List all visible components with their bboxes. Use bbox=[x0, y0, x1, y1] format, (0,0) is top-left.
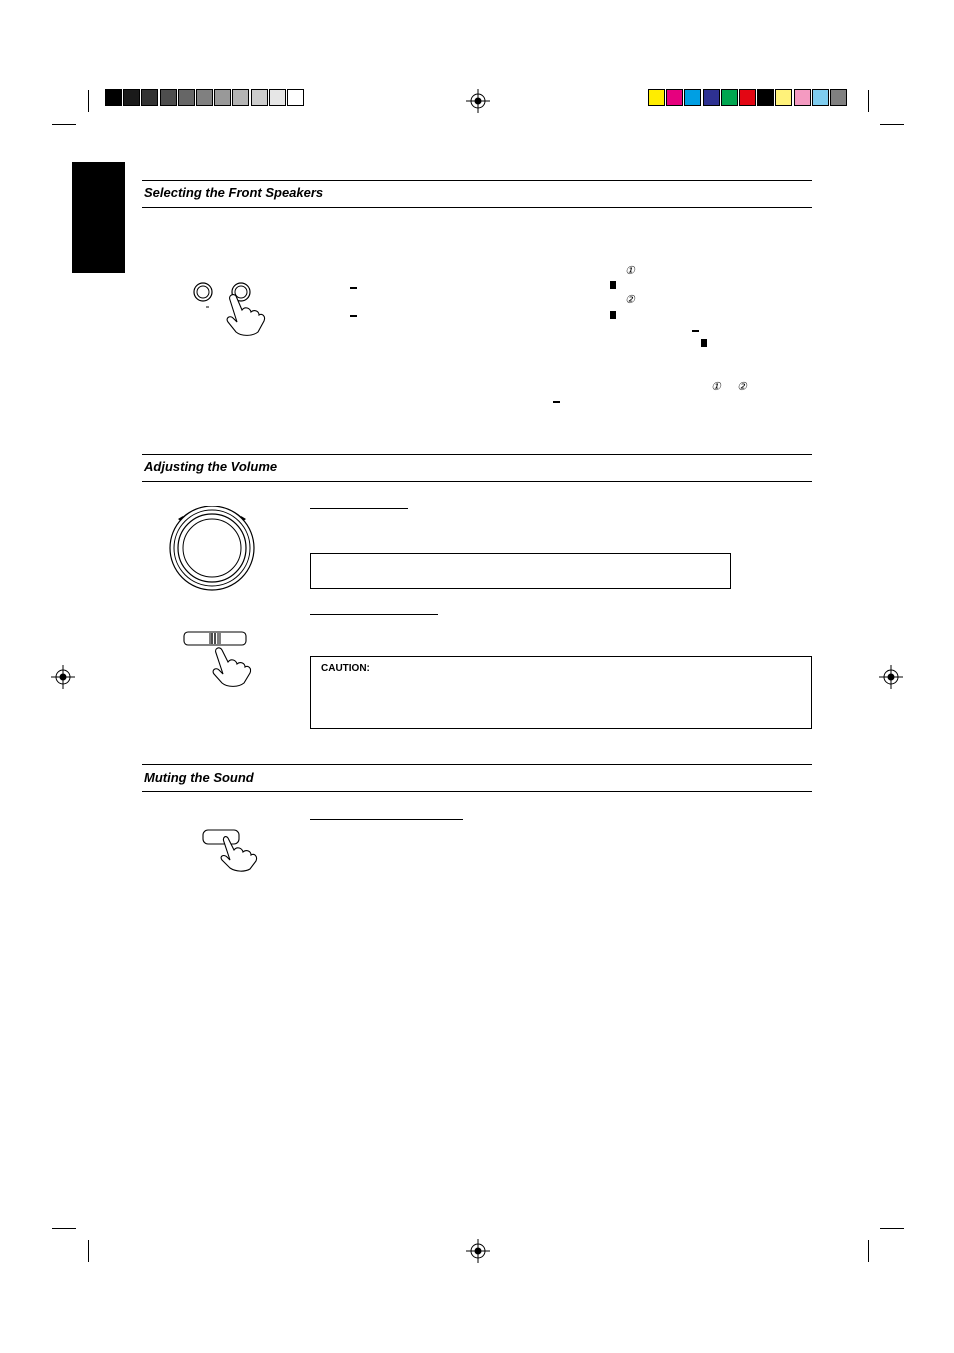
section-title: Muting the Sound bbox=[144, 770, 254, 785]
calibration-swatch bbox=[666, 89, 683, 106]
calibration-swatch bbox=[812, 89, 829, 106]
speaker-indicator bbox=[610, 281, 616, 289]
heading-underline bbox=[310, 508, 408, 509]
calibration-swatch bbox=[757, 89, 774, 106]
calibration-swatch bbox=[775, 89, 792, 106]
crop-mark bbox=[52, 1228, 76, 1229]
crop-mark bbox=[88, 90, 89, 112]
registration-target-icon bbox=[51, 665, 75, 689]
section-rule bbox=[142, 207, 812, 208]
calibration-swatch bbox=[830, 89, 847, 106]
section-rule bbox=[142, 180, 812, 181]
calibration-swatch bbox=[648, 89, 665, 106]
step-marker-two: ② bbox=[625, 294, 635, 306]
calibration-swatch bbox=[794, 89, 811, 106]
calibration-swatch bbox=[214, 89, 231, 106]
speaker-indicator bbox=[610, 311, 616, 319]
calibration-swatch bbox=[141, 89, 158, 106]
remote-volume-button-icon bbox=[182, 630, 258, 688]
section-title: Selecting the Front Speakers bbox=[144, 185, 324, 200]
calibration-swatch bbox=[739, 89, 756, 106]
volume-knob-icon bbox=[166, 506, 258, 594]
crop-mark bbox=[868, 1240, 869, 1262]
speaker-indicator bbox=[553, 401, 560, 403]
registration-target-icon bbox=[466, 89, 490, 113]
speaker-indicator bbox=[350, 315, 357, 317]
calibration-swatch bbox=[105, 89, 122, 106]
crop-mark bbox=[880, 1228, 904, 1229]
crop-mark bbox=[88, 1240, 89, 1262]
speaker-indicator bbox=[692, 330, 699, 332]
calibration-swatch bbox=[178, 89, 195, 106]
caution-label: CAUTION: bbox=[321, 663, 370, 674]
calibration-swatch bbox=[269, 89, 286, 106]
heading-underline bbox=[310, 819, 463, 820]
speaker-indicator bbox=[701, 339, 707, 347]
note-box bbox=[310, 553, 731, 589]
section-rule bbox=[142, 454, 812, 455]
section-rule bbox=[142, 791, 812, 792]
calibration-swatch bbox=[160, 89, 177, 106]
calibration-swatch bbox=[287, 89, 304, 106]
caution-box bbox=[310, 656, 812, 729]
step-marker-two: ② bbox=[737, 381, 747, 393]
calibration-swatch bbox=[684, 89, 701, 106]
registration-target-icon bbox=[466, 1239, 490, 1263]
calibration-swatch bbox=[251, 89, 268, 106]
crop-mark bbox=[880, 124, 904, 125]
calibration-swatch bbox=[196, 89, 213, 106]
crop-mark bbox=[52, 124, 76, 125]
mute-button-icon bbox=[200, 826, 266, 872]
heading-underline bbox=[310, 614, 438, 615]
calibration-swatch bbox=[721, 89, 738, 106]
step-marker-one: ① bbox=[711, 381, 721, 393]
calibration-swatch bbox=[123, 89, 140, 106]
registration-target-icon bbox=[879, 665, 903, 689]
language-tab bbox=[72, 162, 125, 273]
speaker-buttons-illustration bbox=[190, 280, 266, 338]
calibration-swatch bbox=[703, 89, 720, 106]
section-rule bbox=[142, 764, 812, 765]
section-title: Adjusting the Volume bbox=[144, 459, 278, 474]
calibration-swatch bbox=[232, 89, 249, 106]
section-rule bbox=[142, 481, 812, 482]
crop-mark bbox=[868, 90, 869, 112]
speaker-indicator bbox=[350, 287, 357, 289]
step-marker-one: ① bbox=[625, 265, 635, 277]
